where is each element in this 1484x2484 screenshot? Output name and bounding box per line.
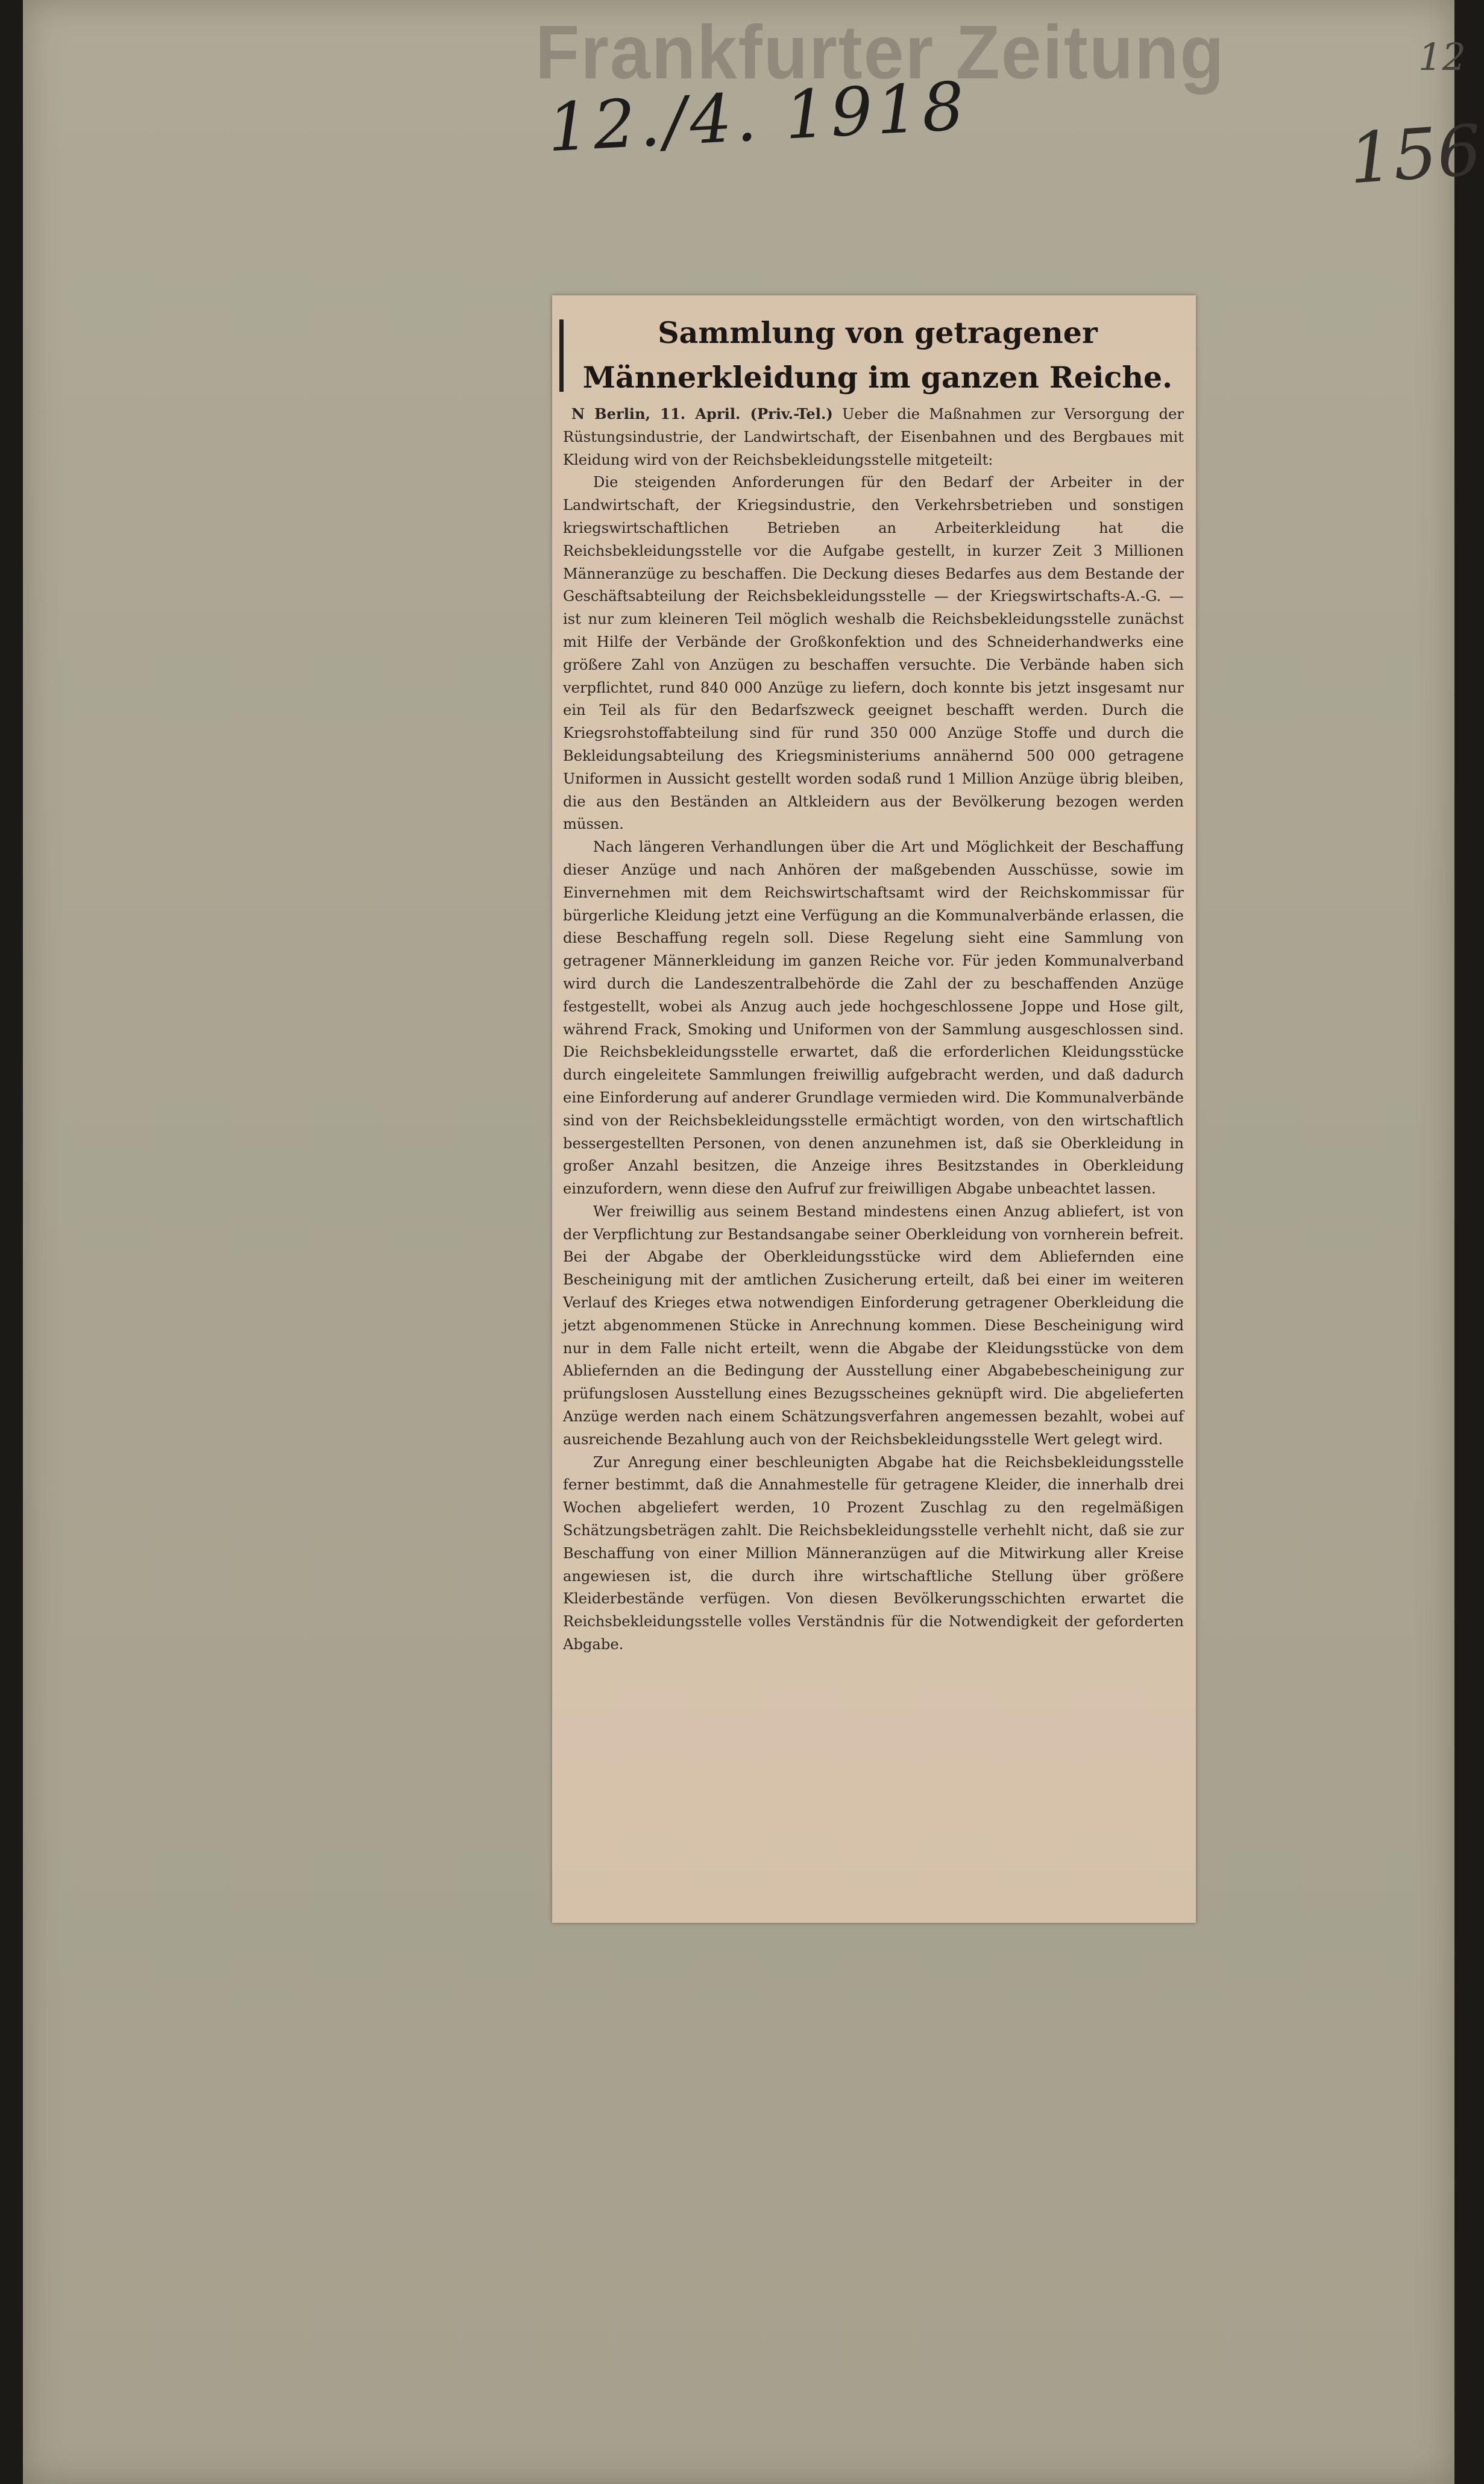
article-body	[563, 403, 1184, 1656]
column-rule	[559, 319, 564, 392]
article-paragraph: Zur Anregung einer beschleunigten Abgabe hat die Reichsbekleidungsstelle ferner bestimmt, daß die Annahmestelle für getragene Kleider, die innerhalb drei Wochen abgeliefert werden, 10 Prozent Zuschlag zu den regelmäßigen Schätzungsbeträgen zahlt. Die Reichsbekleidungsstelle verhehlt nicht, daß sie zur Beschaffung von einer Million Männeranzügen auf die Mitwirkung aller Kreise angewiesen ist, die durch ihre wirtschaftliche Stellung über größere Kleiderbestände verfügen. Von diesen Bevölkerungsschichten erwartet die Reichsbekleidungsstelle volles Verständnis für die Notwendigkeit der geforderten Abgabe.	[563, 1453, 1184, 1653]
handwritten-date: 12./4. 1918	[545, 67, 970, 167]
handwritten-folio-number: 156	[1346, 110, 1484, 200]
newspaper-stamp: Frankfurter Zeitung	[535, 10, 1225, 95]
newspaper-clipping	[552, 295, 1196, 1923]
article-paragraph-text: Ueber die Maßnahmen zur Versorgung der Rüstungsindustrie, der Landwirtschaft, der Eisenbahnen und des Bergbaues mit Kleidung wird von der Reichsbekleidungsstelle mitgeteilt:	[563, 406, 1184, 468]
article-paragraph: Die steigenden Anforderungen für den Bedarf der Arbeiter in der Landwirtschaft, der Kriegsindustrie, den Verkehrsbetrieben und sonstigen kriegswirtschaftlichen Betrieben an Arbeiterkleidung hat die Reichsbekleidungsstelle vor die Aufgabe gestellt, in kurzer Zeit 3 Millionen Männeranzüge zu beschaffen. Die Deckung dieses Bedarfes aus dem Bestande der Geschäftsabteilung der Reichsbekleidungsstelle — der Kriegswirtschafts-A.-G. — ist nur zum kleineren Teil möglich weshalb die Reichsbekleidungsstelle zunächst mit Hilfe der Verbände der Großkonfektion und des Schneiderhandwerks eine größere Zahl von Anzügen zu beschaffen versuchte. Die Verbände haben sich verpflichtet, rund 840 000 Anzüge zu liefern, doch konnte bis jetzt insgesamt nur ein Teil als für den Bedarfszweck geeignet beschafft werden. Durch die Kriegsrohstoffabteilung sind für rund 350 000 Anzüge Stoffe und durch die Bekleidungsabteilung des Kriegsministeriums annähernd 500 000 getragene Uniformen in Aussicht gestellt worden sodaß rund 1 Million Anzüge übrig bleiben, die aus den Beständen an Altkleidern aus der Bevölkerung bezogen werden müssen.	[563, 474, 1184, 833]
article-dateline: N Berlin, 11. April. (Priv.-Tel.)	[571, 405, 833, 423]
article-paragraph: Wer freiwillig aus seinem Bestand mindestens einen Anzug abliefert, ist von der Verpflichtung zur Bestandsangabe seiner Oberkleidung von vornherein befreit. Bei der Abgabe der Oberkleidungsstücke wird dem Abliefernden eine Bescheinigung mit der amtlichen Zusicherung erteilt, daß bei einer im weiteren Verlauf des Krieges etwa notwendigen Einforderung getragener Oberkleidung die jetzt abgenommenen Stücke in Anrechnung kommen. Diese Bescheinigung wird nur in dem Falle nicht erteilt, wenn die Abgabe der Kleidungsstücke von dem Abliefernden an die Bedingung der Ausstellung einer Abgabebescheinigung zur prüfungslosen Ausstellung eines Bezugsscheines geknüpft wird. Die abgelieferten Anzüge werden nach einem Schätzungsverfahren angemessen bezahlt, wobei auf ausreichende Bezahlung auch von der Reichsbekleidungsstelle Wert gelegt wird.	[563, 1203, 1184, 1448]
article-paragraph: Nach längeren Verhandlungen über die Art und Möglichkeit der Beschaffung dieser Anzüge und nach Anhören der maßgebenden Ausschüsse, sowie im Einvernehmen mit dem Reichswirtschaftsamt wird der Reichskommissar für bürgerliche Kleidung jetzt eine Verfügung an die Kommunalverbände erlassen, die diese Beschaffung regeln soll. Diese Regelung sieht eine Sammlung von getragener Männerkleidung im ganzen Reiche vor. Für jeden Kommunalverband wird durch die Landeszentralbehörde die Zahl der zu beschaffenden Anzüge festgestellt, wobei als Anzug auch jede hochgeschlossene Joppe und Hose gilt, während Frack, Smoking und Uniformen von der Sammlung ausgeschlossen sind. Die Reichsbekleidungsstelle erwartet, daß die erforderlichen Kleidungsstücke durch eingeleitete Sammlungen freiwillig aufgebracht werden, und daß dadurch eine Einforderung auf anderer Grundlage vermieden wird. Die Kommunalverbände sind von der Reichsbekleidungsstelle ermächtigt worden, von den wirtschaftlich bessergestellten Personen, von denen anzunehmen ist, daß sie Oberkleidung in großer Anzahl besitzen, die Anzeige ihres Besitzstandes in Oberkleidung einzufordern, wenn diese den Aufruf zur freiwilligen Abgabe unbeachtet lassen.	[563, 838, 1184, 1198]
handwritten-page-number: 12	[1418, 35, 1466, 79]
article-headline: Sammlung von getragener Männerkleidung im ganzen Reiche.	[582, 315, 1173, 395]
article-paragraph	[563, 403, 1184, 471]
archive-sheet	[23, 0, 1484, 2484]
